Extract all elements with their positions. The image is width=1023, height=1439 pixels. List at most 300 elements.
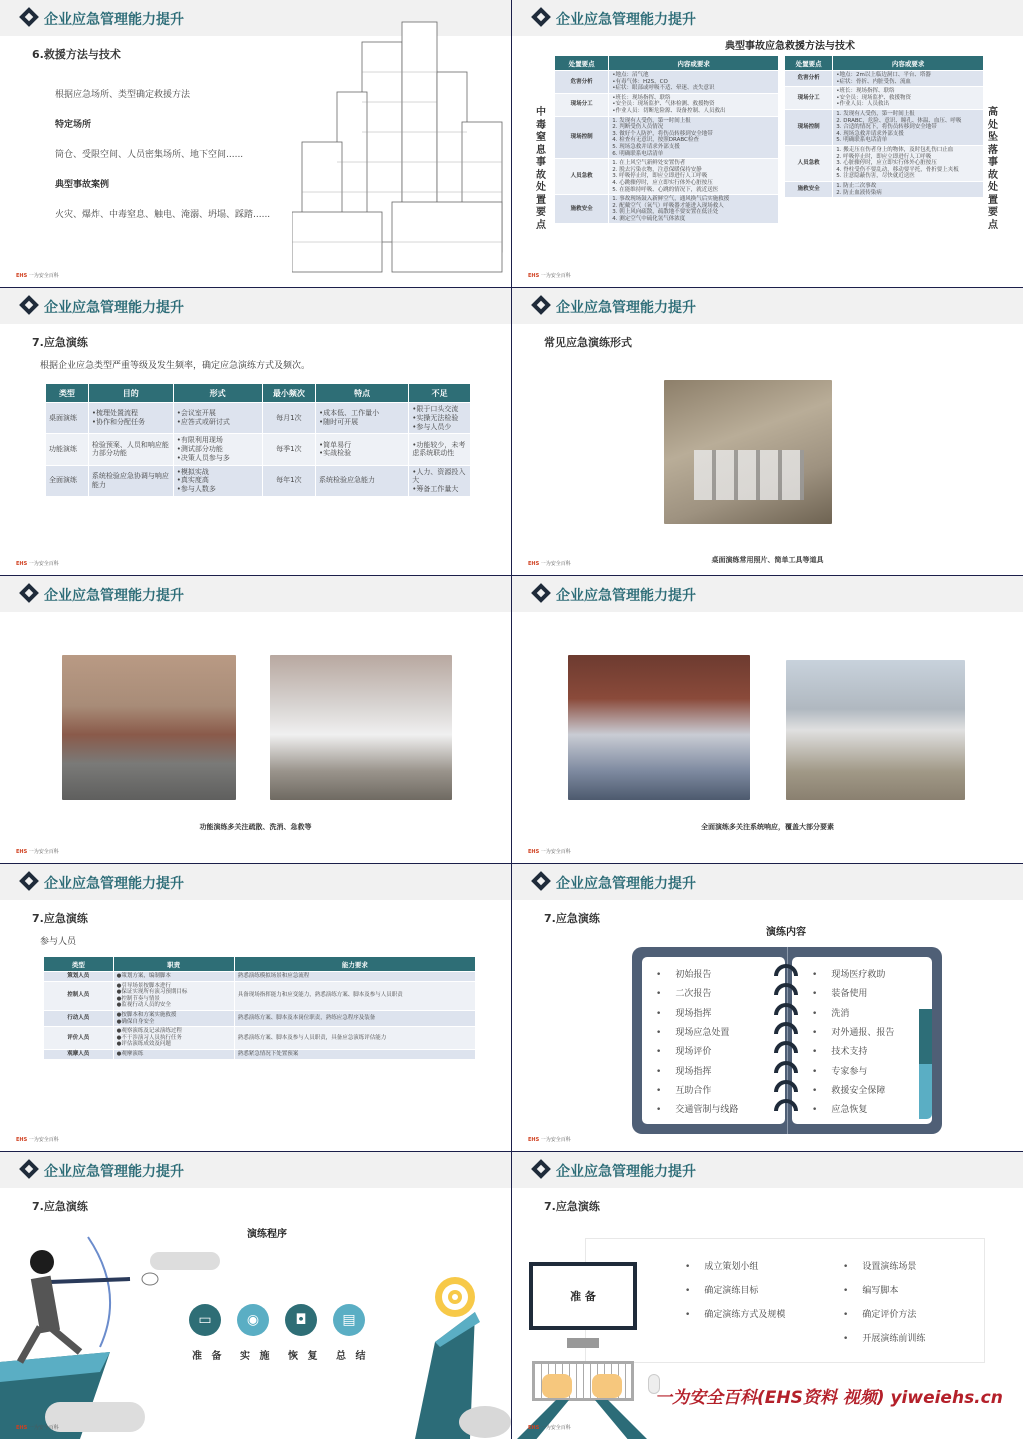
step-glyph: ▭ [198,1312,212,1328]
hands-illustration [542,1374,572,1398]
cell-line: •地点：2m以上临边洞口、平台、塔器 [836,72,931,78]
table-row [555,71,778,93]
table-row [46,466,470,496]
table-row [44,972,475,981]
footer-text: 一为安全百科 [28,1425,59,1431]
slide-heading: 6.救援方法与技术 [32,48,121,61]
table-row [44,982,475,1010]
footer-logo-mark: EHS [16,1425,28,1431]
section-label: 典型事故案例 [55,180,110,190]
footer-logo [16,560,59,567]
printer-icon[interactable] [333,1304,365,1336]
prep-list-item: • 设置演练场景 [843,1259,916,1272]
diamond-logo-icon [19,1159,39,1179]
row-key: 人员急救 [555,159,608,194]
content-list-item: • 应急恢复 [812,1102,867,1115]
table-header-row [555,56,778,70]
table-cell [263,434,315,464]
table-cell [89,466,173,496]
table-cell [89,403,173,433]
cell-line: •会议室开展 [176,409,216,418]
table-row [555,117,778,159]
table-row [44,1050,475,1059]
row-key: 危害分析 [555,71,608,93]
table-cell [235,1027,475,1049]
left-side-label: 中毒窒息事故处置要点 [536,107,546,231]
table-cell [235,972,475,981]
diamond-logo-icon [531,7,551,27]
table-cell [316,403,408,433]
footer-logo-mark: EHS [528,1137,540,1143]
cell-line: •测试部分功能 [176,445,223,453]
cell-line: 1. 事故现场鼓入新鲜空气，通风换气后实施救援 [612,196,730,203]
footer-logo-mark: EHS [528,1425,540,1431]
header-title: 企业应急管理能力提升 [44,1164,184,1180]
cell-line: 熟悉紧急情况下处置预案 [237,1050,299,1057]
arm-illustration [517,1400,647,1439]
slide-drill-types [0,288,511,575]
step-label: 总 结 [336,1351,369,1362]
row-content [833,87,983,109]
cell-line: 策划人员 [67,973,90,979]
content-list-item: • 现场指挥 [656,1064,711,1077]
slide-participants [0,864,511,1151]
footer-logo [16,848,59,855]
table-cell [44,972,113,981]
cell-line: 行动人员 [67,1015,90,1022]
diamond-logo-icon [531,1159,551,1179]
row-key: 现场分工 [555,94,608,116]
diamond-logo-icon [19,7,39,27]
slide-rescue-methods [0,0,511,287]
cell-line: 每年1次 [276,476,302,485]
cases-text: 火灾、爆炸、中毒窒息、触电、淹溺、坍塌、踩踏...... [55,210,271,220]
row-content [609,159,778,194]
table-cell [174,403,262,433]
footer-text: 一为安全百科 [28,273,59,279]
content-list-item: • 现场应急处置 [656,1025,729,1038]
section-label: 特定场所 [55,120,92,130]
content-list-item: • 初始报告 [656,967,711,980]
slide-header [0,576,511,612]
photo-caption: 功能演练多关注疏散、洗消、急救等 [199,823,312,831]
slide-header [512,864,1023,900]
header-title: 企业应急管理能力提升 [556,300,696,316]
row-key: 现场分工 [785,87,832,109]
cell-line: •模拟实战 [176,467,209,476]
content-list-item: • 互助合作 [656,1083,711,1096]
cell-line: •安全员：现场监护、气体检测、救援物资 [612,101,715,108]
footer-logo-mark: EHS [528,273,540,279]
footer-logo-mark: EHS [16,273,28,279]
cell-line: •筹备工作量大 [412,485,459,493]
cell-line: 3. 做好个人防护，将伤员转移到安全地带 [612,130,713,137]
cell-line: 桌面演练 [49,413,77,422]
slide-heading: 常见应急演练形式 [544,336,632,349]
prep-list-item: • 开展演练前训练 [843,1331,925,1344]
footer-logo [528,560,571,567]
cell-line: 每季1次 [276,445,302,453]
header-title: 企业应急管理能力提升 [44,12,184,28]
cell-line: ●按脚本和方案实施救援 [116,1011,177,1018]
prep-list-item: • 成立策划小组 [685,1259,758,1272]
intro-text: 根据应急场所、类型确定救援方法 [55,90,191,100]
step-glyph: ◉ [246,1312,260,1328]
table-cell [409,434,470,464]
table-cell [44,1011,113,1026]
cell-line: 系统检验应急能力 [319,476,376,485]
cell-line: 每月1次 [276,413,302,422]
slide-heading: 7.应急演练 [32,336,88,349]
slide-heading: 7.应急演练 [32,1200,88,1213]
slide-title: 演练内容 [766,927,806,938]
slide-header [512,288,1023,324]
cell-line: •应答式或研讨式 [176,418,230,427]
cell-line: 1. 发现有人受伤，第一时间上报 [612,117,691,124]
cell-line: ●确保自身安全 [116,1018,155,1025]
cell-line: ●不干涉演习人员执行任务 [116,1034,182,1041]
cell-line: 4. 检查有无意识，按照DRABC检查 [612,137,699,144]
slide-typical-rescue [512,0,1023,287]
cell-line: •功能较少，未考虑系统联动性 [412,440,466,458]
column-header: 处置要点 [785,56,832,70]
monitor-stand [567,1338,599,1348]
column-header: 类型 [44,957,113,971]
content-list-item: • 二次报告 [656,986,711,999]
column-header: 形式 [174,384,262,402]
step-label: 准 备 [192,1351,225,1362]
cell-line: •安全员：现场监护、救援物资 [836,94,912,101]
diamond-logo-icon [19,295,39,315]
monitor-icon[interactable] [189,1304,221,1336]
cell-line: 功能演练 [49,445,77,453]
cell-line: ●观摩演练 [116,1050,144,1057]
cell-line: 5. 在能维持呼吸、心跳的情况下，就近送医 [612,186,719,193]
content-list-item: • 现场评价 [656,1044,711,1057]
prep-list-item: • 编写脚本 [843,1283,898,1296]
table-row [44,1011,475,1026]
emergency-vehicles-photo [786,660,965,800]
places-text: 筒仓、受限空间、人员密集场所、地下空间...... [55,150,244,160]
cell-line: 熟悉演练模拟场景和应急流程 [237,973,310,979]
cell-line: ●控制节奏与情景 [116,995,160,1002]
table-cell [114,1027,234,1049]
row-content [609,195,778,223]
cell-line: 控制人员 [67,992,90,999]
cell-line: 1. 在上风空气新鲜处安置伤者 [612,160,686,167]
footer-text: 一为安全百科 [28,561,59,567]
table-cell [316,434,408,464]
cell-line: 3. 朝上风向疏散，疏散地不要安置在低洼处 [612,209,719,216]
cell-line: 2. 脱去污染衣物，注意保暖保持安静 [612,166,702,173]
table-row [785,87,983,109]
cell-line: 2. 防止血液传染病 [836,189,882,196]
slide-heading: 7.应急演练 [544,912,600,925]
row-key: 施救安全 [555,195,608,223]
hazmat-team-photo [568,655,750,800]
table-cell [44,1050,113,1059]
footer-logo-mark: EHS [16,561,28,567]
responders-group-photo [62,655,236,800]
prep-list-item: • 确定评价方法 [843,1307,916,1320]
cell-line: 1. 防止二次事故 [836,182,877,189]
cell-line: 5. 明确联系电话清单 [836,137,888,144]
row-key: 现场控制 [555,117,608,159]
cell-line: 5. 现场急救并请求外部支援 [612,143,680,150]
table-cell [89,434,173,464]
cell-line: •地点：沼气池 [612,72,649,78]
content-list-item: • 装备使用 [812,986,867,999]
header-title: 企业应急管理能力提升 [44,300,184,316]
cell-line: •随时可开展 [319,418,359,427]
cell-line: 2. 判断受伤人员情况 [612,124,664,131]
cell-line: ●引导场景按脚本进行 [116,982,171,989]
cell-line: •成本低、工作量小 [319,409,380,418]
mouse-icon[interactable] [237,1304,269,1336]
cell-line: •简单易行 [319,440,352,449]
cell-line: •实操无法检验 [412,413,459,422]
step-label: 实 施 [240,1351,273,1362]
cell-line: 系统检验应急协调与响应能力 [91,471,169,489]
table-row [555,159,778,194]
slide-subtitle: 参与人员 [40,937,77,947]
cell-line: 6. 明确联系电话清单 [612,150,664,157]
footer-logo-mark: EHS [528,849,540,855]
footer-logo-mark: EHS [528,561,540,567]
footer-text: 一为安全百科 [540,561,571,567]
slide-header [0,1152,511,1188]
header-title: 企业应急管理能力提升 [556,12,696,28]
row-key: 现场控制 [785,110,832,145]
row-content [609,117,778,159]
header-title: 企业应急管理能力提升 [556,1164,696,1180]
table-cell [114,1050,234,1059]
step-glyph: ▤ [342,1312,356,1328]
column-header: 最小频次 [263,384,315,402]
cell-line: 1. 搬走压在伤者身上的物体，及时包扎伤口止血 [836,146,954,153]
header-title: 企业应急管理能力提升 [44,876,184,892]
table-row [785,146,983,181]
slide-drill-content [512,864,1023,1151]
table-cell [409,466,470,496]
cloud-decoration [150,1252,220,1270]
slide-functional-drill [0,576,511,863]
cell-line: ●观察演练及记录演练过程 [116,1028,182,1035]
cloud-decoration [45,1402,145,1432]
footer-text: 一为安全百科 [28,849,59,855]
row-key: 人员急救 [785,146,832,181]
table-cell [114,972,234,981]
row-content [833,146,983,181]
table-row [555,195,778,223]
slide-title: 典型事故应急救援方法与技术 [725,41,855,52]
footer-text: 一为安全百科 [540,1425,571,1431]
slide-title: 演练程序 [247,1229,287,1240]
footer-logo [16,272,59,279]
cell-line: •作业人员：人员救出 [836,101,890,108]
footer-logo [528,1424,571,1431]
footer-text: 一为安全百科 [540,849,571,855]
cell-line: •班长：现场指挥、联络 [836,88,895,95]
cell-line: ●评估演练成效及问题 [116,1041,171,1048]
cell-line: 3. 心脏骤停时，应立即实行体外心脏按压 [836,160,937,167]
footer-logo [528,1136,571,1143]
cell-line: 熟悉演练方案、脚本及本岗位职责，熟练应急程序及装备 [237,1015,376,1022]
table-row [785,71,983,86]
tank-car-drill-photo [270,655,452,800]
cell-line: •班长：现场指挥、联络 [612,94,671,101]
cell-line: 2. 呼吸停止时，即应立即进行人工呼吸 [836,153,932,160]
drill-types-table [45,383,471,497]
slide-heading: 7.应急演练 [32,912,88,925]
cell-line: 观摩人员 [67,1050,90,1057]
table-row [785,182,983,197]
monitor-graphic [529,1262,637,1330]
cell-line: •有毒气体：H2S、CO [612,78,668,85]
slide-header [512,0,1023,36]
slide-full-scale-drill [512,576,1023,863]
table-cell [174,466,262,496]
column-header: 内容或要求 [833,56,983,70]
table-cell [46,466,88,496]
table-header-row [785,56,983,70]
slide-header [0,864,511,900]
poisoning-table [554,55,779,224]
tabletop-drill-photo [664,380,832,524]
footer-logo-mark: EHS [16,849,28,855]
content-list-item: • 交通管制与线路 [656,1102,738,1115]
cell-line: 5. 注意隐蔽伤害，尽快就近送医 [836,173,915,180]
cell-line: 2. DRABC，危险、意识、瞳孔、体温、血压、呼吸 [836,117,962,124]
footer-text: 一为安全百科 [540,1137,571,1143]
row-key: 危害分析 [785,71,832,86]
row-content [609,71,778,93]
cell-line: 4. 脊柱受伤不要乱动，移动要平托，骨折要上夹板 [836,166,959,173]
table-cell [235,982,475,1010]
slide-header [0,288,511,324]
slide-header [512,1152,1023,1188]
table-row [44,1027,475,1049]
table-cell [263,403,315,433]
table-cell [46,403,88,433]
fall-table [784,55,984,198]
hands-illustration [592,1374,622,1398]
table-cell [174,434,262,464]
cell-line: •实战检验 [319,449,352,458]
table-row [46,403,470,433]
row-key: 施救安全 [785,182,832,197]
cell-line: •梳理处置流程 [91,409,139,418]
slide-drill-procedure [0,1152,511,1439]
cell-line: •作业人员：切断危险源、设备控制、人员救出 [612,107,726,114]
column-header: 处置要点 [555,56,608,70]
cell-line: ●监视行动人员的安全 [116,1002,171,1009]
column-header: 能力要求 [235,957,475,971]
row-content [609,94,778,116]
table-cell [235,1011,475,1026]
diamond-logo-icon [19,583,39,603]
screen-label: 准 备 [570,1290,596,1303]
content-list-item: • 现场医疗救助 [812,967,885,980]
prep-list-item: • 确定演练目标 [685,1283,758,1296]
footer-logo [528,848,571,855]
cell-line: 具备现场指挥能力和应变能力，熟悉演练方案、脚本及参与人员职责 [237,992,403,999]
header-title: 企业应急管理能力提升 [44,588,184,604]
table-cell [235,1050,475,1059]
diamond-logo-icon [531,295,551,315]
column-header: 内容或要求 [609,56,778,70]
footer-logo [16,1424,59,1431]
cell-line: 评价人员 [67,1034,90,1041]
slide-preparation [512,1152,1023,1439]
footer-logo [16,1136,59,1143]
building-sketch-illustration [292,12,511,287]
content-box [585,1238,985,1363]
cell-line: 4. 测定空气中硫化氢气体浓度 [612,215,686,222]
slide-subtitle: 根据企业应急类型严重等级及发生频率，确定应急演练方式及频次。 [40,361,311,371]
cell-line: 2. 配戴空气（氧气）呼吸器才能进入现场救人 [612,202,724,209]
table-header-row [44,957,475,971]
cell-line: •人力、资源投入大 [412,467,466,485]
cell-line: •协作和分配任务 [91,418,146,427]
content-list-item: • 洗消 [812,1006,849,1019]
step-glyph: ◘ [295,1312,307,1328]
footer-text: 一为安全百科 [28,1137,59,1143]
cell-line: ●保证实现所有演习预期目标 [116,989,188,996]
table-cell [114,982,234,1010]
row-content [833,110,983,145]
cell-line: •有限利用现场 [176,436,223,445]
camera-icon[interactable] [285,1304,317,1336]
table-cell [409,403,470,433]
table-header-row [46,384,470,402]
row-content [833,182,983,197]
step-label: 恢 复 [288,1351,321,1362]
cell-line: •限于口头交流 [412,405,459,413]
table-row [46,434,470,464]
footer-text: 一为安全百科 [540,273,571,279]
footer-logo [528,272,571,279]
cell-line: •真实度高 [176,476,209,485]
cell-line: •参与人员少 [412,422,452,431]
cell-line: 熟悉演练方案、脚本及参与人员职责，具备应急演练评估能力 [237,1034,387,1041]
column-header: 特点 [316,384,408,402]
column-header: 职责 [114,957,234,971]
content-list-item: • 现场指挥 [656,1006,711,1019]
table-row [785,110,983,145]
column-header: 类型 [46,384,88,402]
column-header: 目的 [89,384,173,402]
diamond-logo-icon [531,583,551,603]
cell-line: 3. 合适的情况下，将伤员转移到安全地带 [836,124,937,131]
table-cell [316,466,408,496]
cell-line: •症状：眼部或呼吸不适、晕迷、丧失意识 [612,85,715,92]
header-title: 企业应急管理能力提升 [556,588,696,604]
header-title: 企业应急管理能力提升 [556,876,696,892]
cell-line: •症状：骨折、内脏受伤、流血 [836,78,912,85]
watermark-text: 一为安全百科(EHS资料 视频) yiweiehs.cn [655,1388,1003,1408]
content-list-item: • 救援安全保障 [812,1083,885,1096]
slide-heading: 7.应急演练 [544,1200,600,1213]
footer-logo-mark: EHS [16,1137,28,1143]
prep-list-item: • 确定演练方式及规模 [685,1307,785,1320]
cell-line: 4. 现场急救并请求外部支援 [836,130,904,137]
table-cell [44,1027,113,1049]
diamond-logo-icon [19,871,39,891]
target-cliff-illustration [385,1262,511,1439]
photo-caption: 全面演练多关注系统响应，覆盖大部分要素 [701,823,834,831]
cell-line: 1. 发现有人受伤，第一时间上报 [836,110,915,117]
